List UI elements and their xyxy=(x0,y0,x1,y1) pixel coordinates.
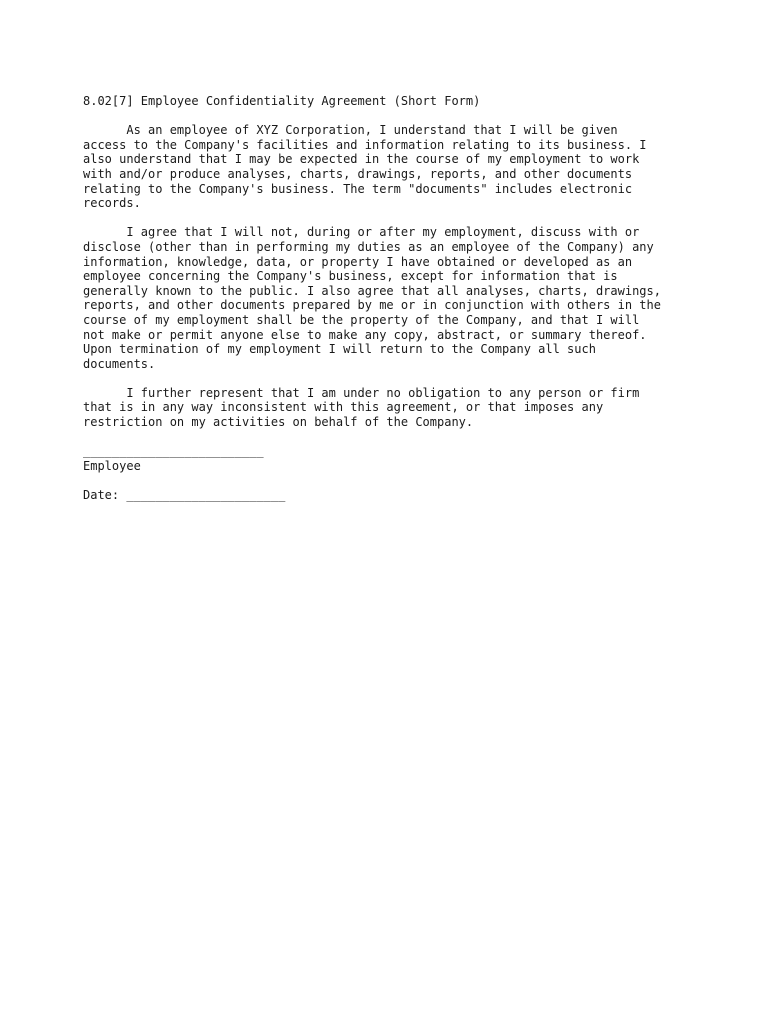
paragraph-line: access to the Company's facilities and information relating to its business. I xyxy=(83,137,647,152)
spacer xyxy=(83,473,703,488)
paragraph-nondisclosure xyxy=(83,225,703,371)
document-body xyxy=(83,94,703,503)
paragraph-line: also understand that I may be expected in the course of my employment to work xyxy=(83,152,640,167)
paragraph-line: information, knowledge, data, or property I have obtained or developed as an xyxy=(83,254,633,269)
paragraph-representation xyxy=(83,386,703,430)
paragraph-line: relating to the Company's business. The term "documents" includes electronic xyxy=(83,181,633,196)
signature-label: Employee xyxy=(83,458,141,473)
paragraph-line: employee concerning the Company's business, except for information that is xyxy=(83,269,618,284)
paragraph-intro xyxy=(83,123,703,211)
paragraph-line: records. xyxy=(83,196,141,211)
paragraph-line: I further represent that I am under no obligation to any person or firm xyxy=(83,385,640,400)
paragraph-line: with and/or produce analyses, charts, drawings, reports, and other documents xyxy=(83,166,633,181)
signature-block xyxy=(83,444,703,502)
paragraph-line: reports, and other documents prepared by me or in conjunction with others in the xyxy=(83,298,661,313)
signature-line: _________________________ xyxy=(83,444,264,459)
paragraph-line: disclose (other than in performing my duties as an employee of the Company) any xyxy=(83,239,654,254)
date-line: Date: ______________________ xyxy=(83,488,286,503)
paragraph-line: As an employee of XYZ Corporation, I understand that I will be given xyxy=(83,123,618,138)
paragraph-line: I agree that I will not, during or after my employment, discuss with or xyxy=(83,225,640,240)
paragraph-line: not make or permit anyone else to make any copy, abstract, or summary thereof. xyxy=(83,327,647,342)
paragraph-line: that is in any way inconsistent with this agreement, or that imposes any xyxy=(83,400,604,415)
paragraph-line: generally known to the public. I also agree that all analyses, charts, drawings, xyxy=(83,283,661,298)
paragraph-line: course of my employment shall be the property of the Company, and that I will xyxy=(83,312,640,327)
paragraph-line: restriction on my activities on behalf of the Company. xyxy=(83,415,474,430)
document-title: 8.02[7] Employee Confidentiality Agreement (Short Form) xyxy=(83,94,481,108)
paragraph-line: documents. xyxy=(83,356,156,371)
paragraph-line: Upon termination of my employment I will return to the Company all such xyxy=(83,342,596,357)
